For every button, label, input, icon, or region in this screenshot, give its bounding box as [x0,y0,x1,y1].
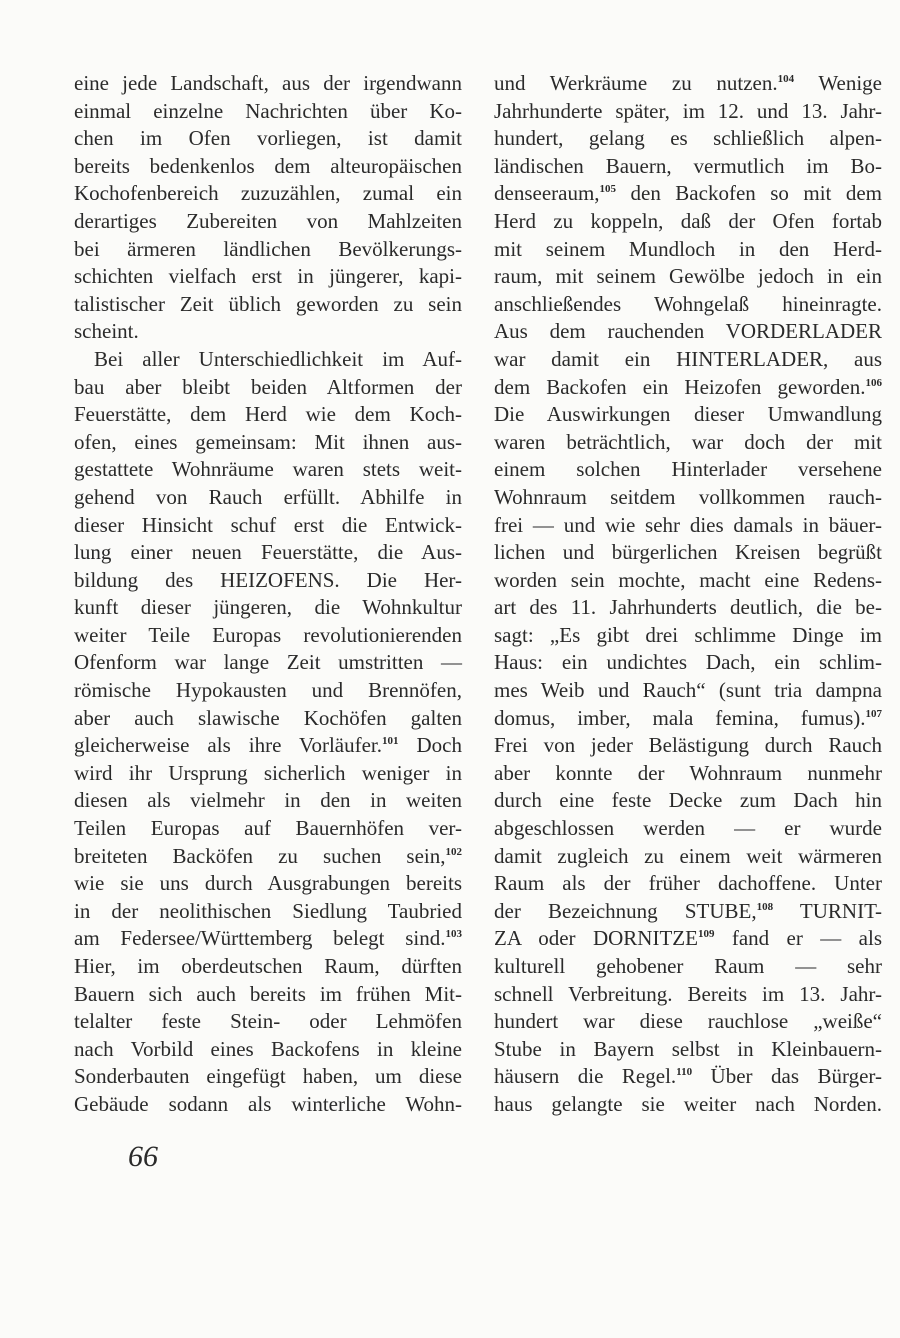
text-line [494,346,882,374]
line-text: Ofenform war lange Zeit umstritten — [74,650,462,675]
page-number: 66 [128,1140,158,1173]
line-text: damit zugleich zu einem weit wärmeren [494,843,882,868]
text-line [74,898,462,926]
text-line [74,539,462,567]
text-line [74,236,462,264]
text-line [494,1008,882,1036]
text-line [74,208,462,236]
line-text: Jahrhunderte später, im 12. und 13. Jahr- [494,98,882,123]
line-text: Teilen Europas auf Bauernhöfen ver- [74,816,462,841]
line-text: anschließendes Wohngelaß hineinragte. [494,291,882,316]
text-line [74,787,462,815]
line-text: mes Weib und Rauch“ (sunt tria dampna [494,678,882,703]
text-line [74,153,462,181]
line-text: waren beträchtlich, war doch der mit [494,429,882,454]
footnote-marker: 101 [382,735,399,748]
text-line [494,236,882,264]
line-text: hundert, gelang es schließlich alpen- [494,126,882,151]
text-line [494,732,882,760]
footnote-marker: 106 [865,376,882,389]
line-text: gehend von Rauch erfüllt. Abhilfe in [74,484,462,509]
text-line [74,125,462,153]
text-line [74,925,462,953]
line-text: ZA oder DORNITZE [494,926,698,951]
text-line [494,263,882,291]
text-line [74,512,462,540]
text-line [494,760,882,788]
text-line [494,1091,882,1119]
line-text: Bei aller Unterschiedlichkeit im Auf- [94,346,462,371]
line-text: chen im Ofen vorliegen, ist damit [74,126,462,151]
footnote-marker: 104 [777,73,795,85]
line-text: römische Hypokausten und Brennöfen, [74,678,462,703]
line-text: Wohnraum seitdem vollkommen rauch- [494,484,882,509]
text-line [494,539,882,567]
text-line [74,677,462,705]
text-line [494,401,882,429]
footnote-marker: 110 [676,1066,693,1079]
line-text: bereits bedenkenlos dem alteuropäischen [74,153,462,178]
text-line [494,98,882,126]
line-text: Gebäude sodann als winterliche Wohn- [74,1091,462,1116]
text-line [74,870,462,898]
text-line [494,125,882,153]
text-line [494,787,882,815]
line-text: hundert war diese rauchlose „weiße“ [494,1009,882,1034]
line-text-continuation: Über das Bürger- [692,1064,883,1089]
line-text: weiter Teile Europas revolutionierenden [74,622,462,647]
line-text: breiteten Backöfen zu suchen sein, [74,843,446,868]
text-line [494,953,882,981]
line-text: telalter feste Stein- oder Lehmöfen [74,1009,462,1034]
left-text-column [74,70,462,1119]
text-line [494,318,882,346]
line-text: gleicherweise als ihre Vorläufer. [74,733,383,758]
text-line [494,484,882,512]
text-line [74,1036,462,1064]
text-line [74,263,462,291]
text-line [494,180,882,208]
line-text: worden sein mochte, macht eine Redens- [494,567,882,592]
line-text: Die Auswirkungen dieser Umwandlung [494,402,882,427]
line-text: aber auch slawische Kochöfen galten [74,705,462,730]
line-text: Raum als der früher dachoffene. Unter [494,871,882,896]
text-line [494,1063,882,1091]
line-text: in der neolithischen Siedlung Taubried [74,898,462,923]
line-text: einmal einzelne Nachrichten über Ko- [74,98,462,123]
text-line [74,98,462,126]
line-text: denseeraum, [494,181,600,206]
line-text-continuation: TURNIT- [773,898,882,923]
text-line [494,567,882,595]
line-text: häusern die Regel. [494,1064,677,1089]
line-text: und Werkräume zu nutzen. [494,71,778,95]
footnote-marker: 103 [445,928,462,941]
text-line [494,677,882,705]
line-text: kunft dieser jüngeren, die Wohnkultur [74,595,462,620]
text-line [74,981,462,1009]
text-line [74,346,462,374]
text-line [74,815,462,843]
text-line [74,732,462,760]
line-text: war damit ein HINTERLADER, aus [494,346,882,371]
text-line [494,70,882,98]
line-text: bei ärmeren ländlichen Bevölkerungs- [74,236,462,261]
text-line [74,705,462,733]
text-line [494,898,882,926]
text-line [74,760,462,788]
line-text: bildung des HEIZOFENS. Die Her- [74,567,462,592]
text-line [74,429,462,457]
line-text: Hier, im oberdeutschen Raum, dürften [74,954,462,978]
text-line [74,567,462,595]
text-line [74,843,462,871]
line-text: derartiges Zubereiten von Mahlzeiten [74,208,462,233]
line-text: schichten vielfach erst in jüngerer, kapi- [74,264,462,289]
line-text: Stube in Bayern selbst in Kleinbauern- [494,1036,882,1061]
text-line [494,1036,882,1064]
footnote-marker: 107 [865,707,882,720]
line-text: mit seinem Mundloch in den Herd- [494,236,882,261]
line-text: schnell Verbreitung. Bereits im 13. Jahr- [494,981,882,1006]
text-line [494,456,882,484]
footnote-marker: 109 [697,928,715,941]
footnote-marker: 108 [756,900,774,913]
line-text: lung einer neuen Feuerstätte, die Aus- [74,540,462,565]
text-line [74,180,462,208]
line-text-continuation: Doch [398,733,462,758]
right-text-column [494,70,882,1119]
text-line [494,208,882,236]
text-line [74,70,462,98]
line-text: haus gelangte sie weiter nach Norden. [494,1091,882,1116]
text-line [494,429,882,457]
line-text: talistischer Zeit üblich geworden zu sein [74,291,462,316]
text-line [74,374,462,402]
text-line [494,622,882,650]
line-text-continuation: den Backofen so mit dem [616,181,882,206]
line-text: durch eine feste Decke zum Dach hin [494,788,882,813]
line-text: Herd zu koppeln, daß der Ofen fortab [494,208,882,233]
line-text: frei — und wie sehr dies damals in bäuer- [494,512,882,537]
line-text: Kochofenbereich zuzuzählen, zumal ein [74,181,462,206]
text-line [74,484,462,512]
text-line [74,594,462,622]
text-line [494,153,882,181]
line-text: wird ihr Ursprung sicherlich weniger in [74,760,462,785]
line-text: nach Vorbild eines Backofens in kleine [74,1036,462,1061]
line-text-continuation: fand er — als [714,926,882,951]
line-text: der Bezeichnung STUBE, [494,898,757,923]
line-text: diesen als vielmehr in den in weiten [74,788,462,813]
text-line [74,401,462,429]
line-text: aber konnte der Wohnraum nunmehr [494,760,882,785]
line-text: wie sie uns durch Ausgrabungen bereits [74,871,462,896]
line-text: lichen und bürgerlichen Kreisen begrüßt [494,540,882,565]
text-line [494,843,882,871]
line-text: dem Backofen ein Heizofen geworden. [494,374,866,399]
line-text: Feuerstätte, dem Herd wie dem Koch- [74,402,462,427]
text-line [494,815,882,843]
line-text: domus, imber, mala femina, fumus). [494,705,866,730]
line-text: einem solchen Hinterlader versehene [494,457,882,482]
text-line [494,870,882,898]
footnote-marker: 105 [599,183,617,196]
text-line [74,1091,462,1119]
line-text: art des 11. Jahrhunderts deutlich, die be- [494,595,882,620]
text-line [494,594,882,622]
line-text: raum, mit seinem Gewölbe jedoch in ein [494,264,882,289]
text-line [74,953,462,981]
line-text: Bauern sich auch bereits im frühen Mit- [74,981,462,1006]
text-line [74,622,462,650]
text-line [74,318,462,346]
text-line [494,649,882,677]
text-line [494,981,882,1009]
line-text: ländischen Bauern, vermutlich im Bo- [494,153,882,178]
line-text: Frei von jeder Belästigung durch Rauch [494,733,882,758]
text-line [74,456,462,484]
text-line [494,374,882,402]
line-text: ofen, eines gemeinsam: Mit ihnen aus- [74,429,462,454]
text-line [74,1008,462,1036]
line-text: Haus: ein undichtes Dach, ein schlim- [494,650,882,675]
text-line [74,1063,462,1091]
line-text: scheint. [74,319,139,344]
line-text-continuation: Wenige [794,71,882,95]
line-text: am Federsee/Württemberg belegt sind. [74,926,446,951]
footnote-marker: 102 [445,845,462,858]
line-text: kulturell gehobener Raum — sehr [494,954,882,978]
line-text: sagt: „Es gibt drei schlimme Dinge im [494,622,882,647]
text-line [74,649,462,677]
line-text: bau aber bleibt beiden Altformen der [74,374,462,399]
line-text: abgeschlossen werden — er wurde [494,816,882,841]
line-text: dieser Hinsicht schuf erst die Entwick- [74,512,462,537]
text-line [494,925,882,953]
text-line [494,291,882,319]
text-line [494,705,882,733]
line-text: eine jede Landschaft, aus der irgendwann [74,71,462,95]
text-line [494,512,882,540]
line-text: Aus dem rauchenden VORDERLADER [494,319,882,344]
line-text: Sonderbauten eingefügt haben, um diese [74,1064,462,1089]
line-text: gestattete Wohnräume waren stets weit- [74,457,462,482]
text-line [74,291,462,319]
